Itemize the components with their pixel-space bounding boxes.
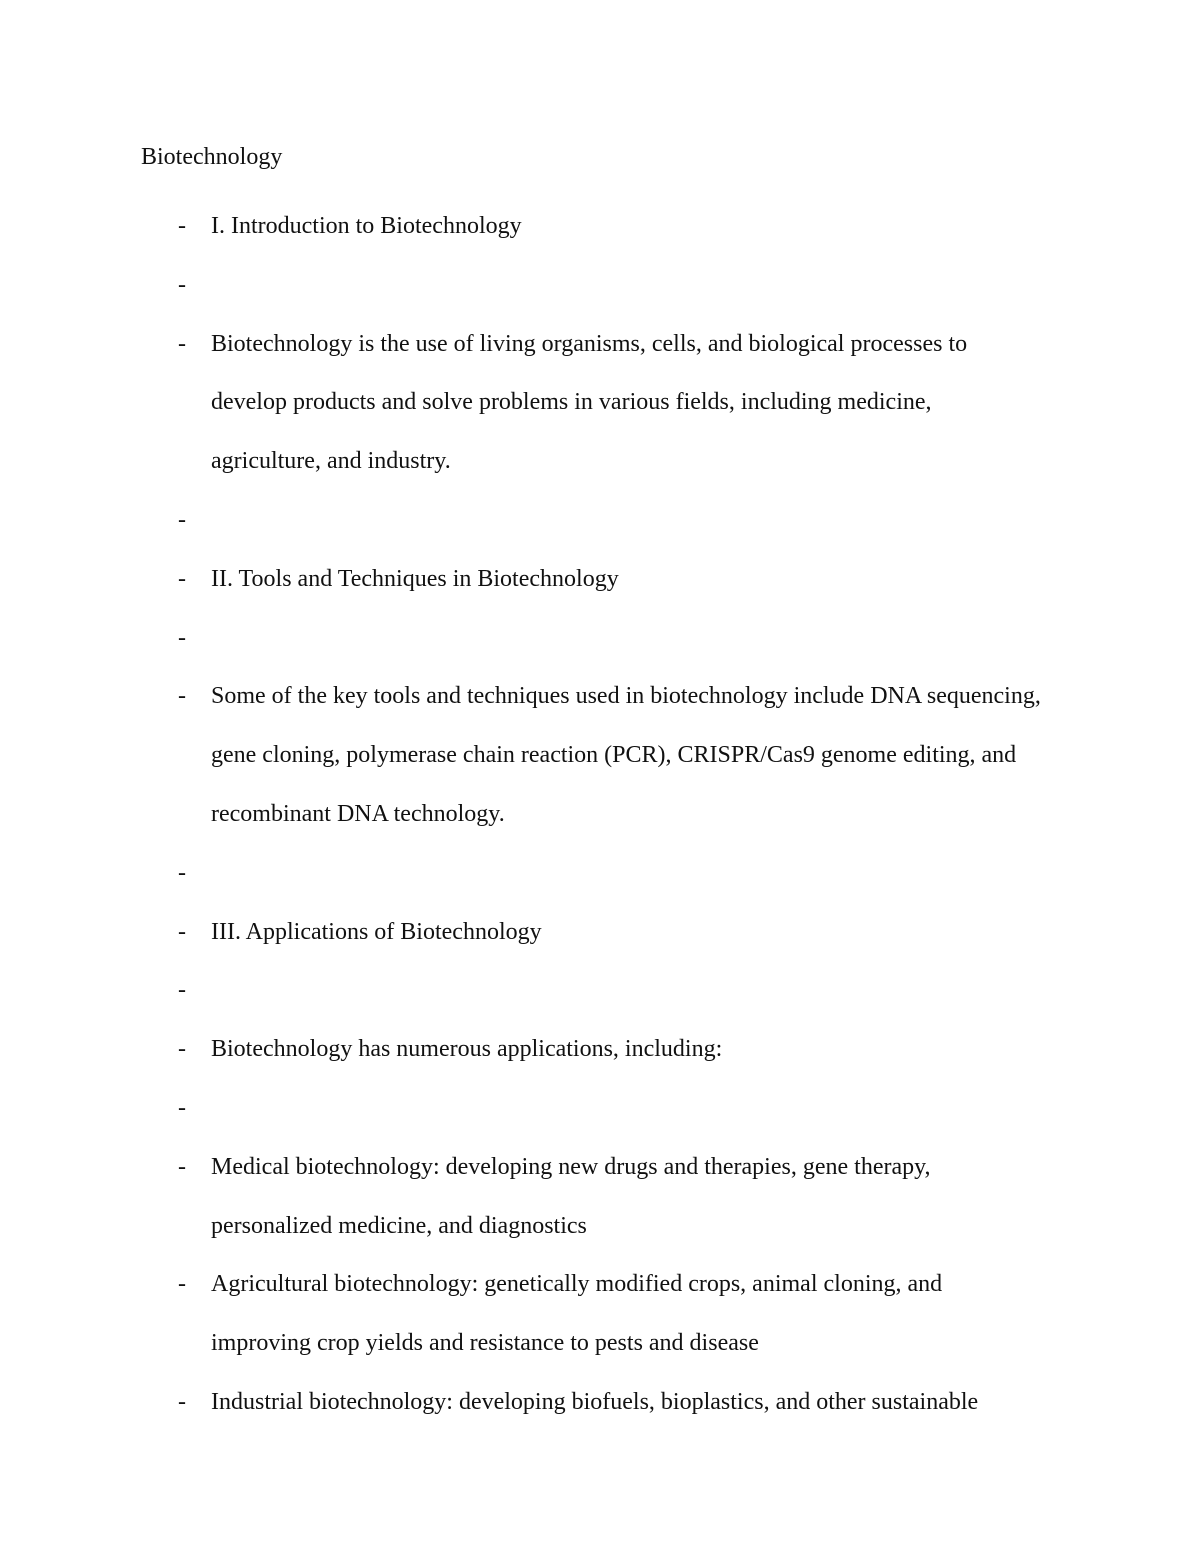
bullet-dash: -	[178, 330, 186, 357]
list-item	[0, 491, 1041, 550]
bullet-dash: -	[178, 271, 186, 298]
list-item	[0, 961, 1041, 1020]
list-item	[0, 1020, 1041, 1079]
list-item	[0, 550, 1041, 609]
bullet-dash: -	[178, 1153, 186, 1180]
bullet-dash: -	[178, 1388, 186, 1415]
bullet-dash: -	[178, 859, 186, 886]
list-item	[0, 1079, 1041, 1138]
list-item-text: Medical biotechnology: developing new drugs and therapies, gene therapy, personalized medicine, and diagnostics	[211, 1153, 931, 1239]
list-item-text: Some of the key tools and techniques used in biotechnology include DNA sequencing, gene cloning, polymerase chain reaction (PCR), CRISPR/Cas9 genome editing, and recombinant DNA technology.	[211, 683, 1041, 827]
bullet-dash: -	[178, 977, 186, 1004]
list-item	[0, 1255, 1041, 1373]
list-item	[0, 844, 1041, 903]
list-item-text: II. Tools and Techniques in Biotechnology	[211, 565, 619, 592]
bullet-dash: -	[178, 918, 186, 945]
list-item-text: Biotechnology has numerous applications, including:	[211, 1036, 723, 1063]
bullet-dash: -	[178, 1036, 186, 1063]
list-item-text: III. Applications of Biotechnology	[211, 918, 542, 945]
bullet-dash: -	[178, 506, 186, 533]
bullet-dash: -	[178, 683, 186, 710]
list-item-text: Agricultural biotechnology: genetically modified crops, animal cloning, and improving crop yields and resistance to pests and disease	[211, 1271, 943, 1357]
bullet-dash: -	[178, 213, 186, 239]
list-item	[0, 1138, 1041, 1256]
list-item	[0, 315, 1041, 491]
bullet-dash: -	[178, 1271, 186, 1298]
list-item	[0, 256, 1041, 315]
list-item-text: Industrial biotechnology: developing biofuels, bioplastics, and other sustainable	[211, 1388, 979, 1415]
bullet-dash: -	[178, 565, 186, 592]
document-title: Biotechnology	[141, 144, 283, 170]
list-item	[0, 197, 1041, 256]
bullet-list	[0, 197, 1200, 1432]
bullet-dash: -	[178, 1094, 186, 1121]
list-item	[0, 1373, 1041, 1432]
bullet-dash: -	[178, 624, 186, 651]
list-item	[0, 667, 1041, 843]
list-item	[0, 609, 1041, 668]
list-item	[0, 903, 1041, 962]
list-item-text: I. Introduction to Biotechnology	[211, 213, 522, 239]
list-item-text: Biotechnology is the use of living organisms, cells, and biological processes to develop products and solve problems in various fields, including medicine, agriculture, and industry.	[211, 330, 968, 475]
